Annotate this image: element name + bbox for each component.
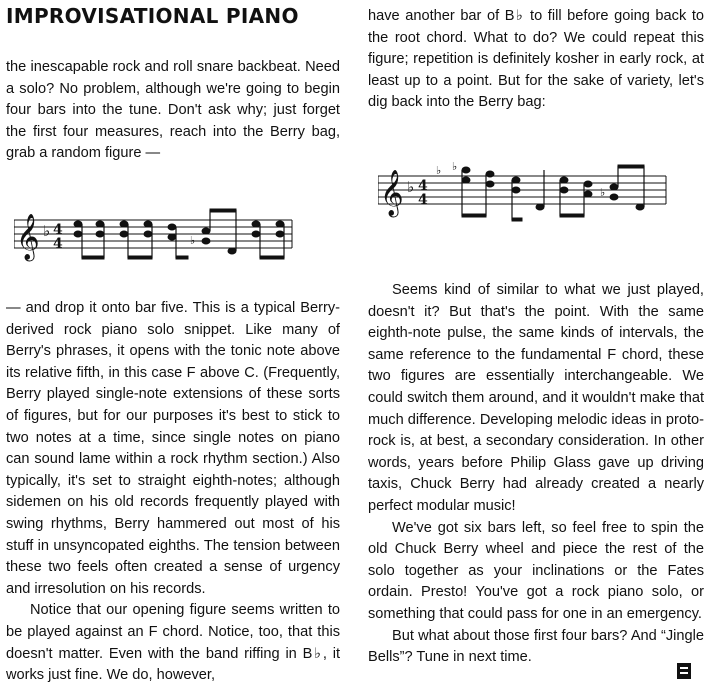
page-heading: IMPROVISATIONAL PIANO (6, 4, 299, 28)
svg-text:♭: ♭ (436, 165, 442, 177)
body-paragraph: the inescapable rock and roll snare backbeat. Need a solo? No problem, although we're going to begin four bars into the tune. Don't ask why; just forget the first four measures, reach into the Berry bag, grab a random figure — (6, 59, 340, 162)
body-paragraph: have another bar of B♭ to fill before going back to the root chord. What to do? We could repeat this figure; repetition is definitely kosher in early rock, at least up to a point. But for the sake of variety, let's dig back into the Berry bag: (368, 8, 704, 111)
body-paragraph: But what about those first four bars? And “Jingle Bells”? Tune in next time. (368, 627, 704, 666)
svg-text:♭: ♭ (452, 161, 458, 173)
music-example-1 (14, 200, 294, 270)
body-paragraph: — and drop it onto bar five. This is a typical Berry-derived rock piano solo snippet. Like many of Berry's phrases, it opens with the tonic note above its relative fifth, in this case F above C. (Frequently, Berry played single-note extensions of these sorts of figures, but for our purposes it's best to stick to two notes at a time, since single notes on piano can sound lame within a rock rhythm section.) Also typically, it's set to straight eighth-notes; although sidemen on his old records frequently played with swing rhythms, Berry hammered out most of his stuff in unsyncopated eighths. The tension between these two feels often created a sense of urgency and irresolution on his records. (6, 300, 340, 597)
body-paragraph: Notice that our opening figure seems written to be played against an F chord. Notice, too, that this doesn't matter. Even with the band riffing in B♭, it works just fine. We do, however, (6, 602, 340, 684)
flat-sign-icon: ♭ (43, 222, 51, 240)
right-column-bottom (368, 280, 704, 669)
time-signature-top: 4 (53, 222, 63, 238)
svg-text:♭: ♭ (600, 187, 606, 199)
time-signature-top: 4 (418, 178, 428, 194)
left-column-bottom (6, 298, 340, 687)
svg-text:♭: ♭ (190, 235, 196, 247)
left-column-top (6, 57, 340, 165)
body-paragraph: Seems kind of similar to what we just played, doesn't it? But that's the point. With the same eighth-note pulse, the same kinds of intervals, the same reference to the fundamental F chord, these two figures are essentially interchangeable. We could switch them around, and it wouldn't make that much difference. Developing melodic ideas in proto-rock is, at best, a secondary consideration. In other words, years before Philip Glass gave up driving taxis, Chuck Berry had already created a nearly perfect modular music! (368, 282, 704, 514)
music-example-2 (378, 150, 668, 230)
treble-clef-icon: 𝄞 (16, 214, 40, 260)
notes-group (436, 161, 644, 221)
end-of-article-icon (677, 663, 691, 679)
right-column-top (368, 6, 704, 114)
time-signature-bottom: 4 (418, 192, 428, 208)
flat-sign-icon: ♭ (407, 178, 415, 196)
time-signature-bottom: 4 (53, 236, 63, 252)
body-paragraph: We've got six bars left, so feel free to spin the old Chuck Berry wheel and piece the rest of the solo together as your inclinations or the Fates ordain. Presto! You've got a rock piano solo, or something that could pass for one in an emergency. (368, 519, 704, 622)
treble-clef-icon: 𝄞 (380, 170, 404, 216)
